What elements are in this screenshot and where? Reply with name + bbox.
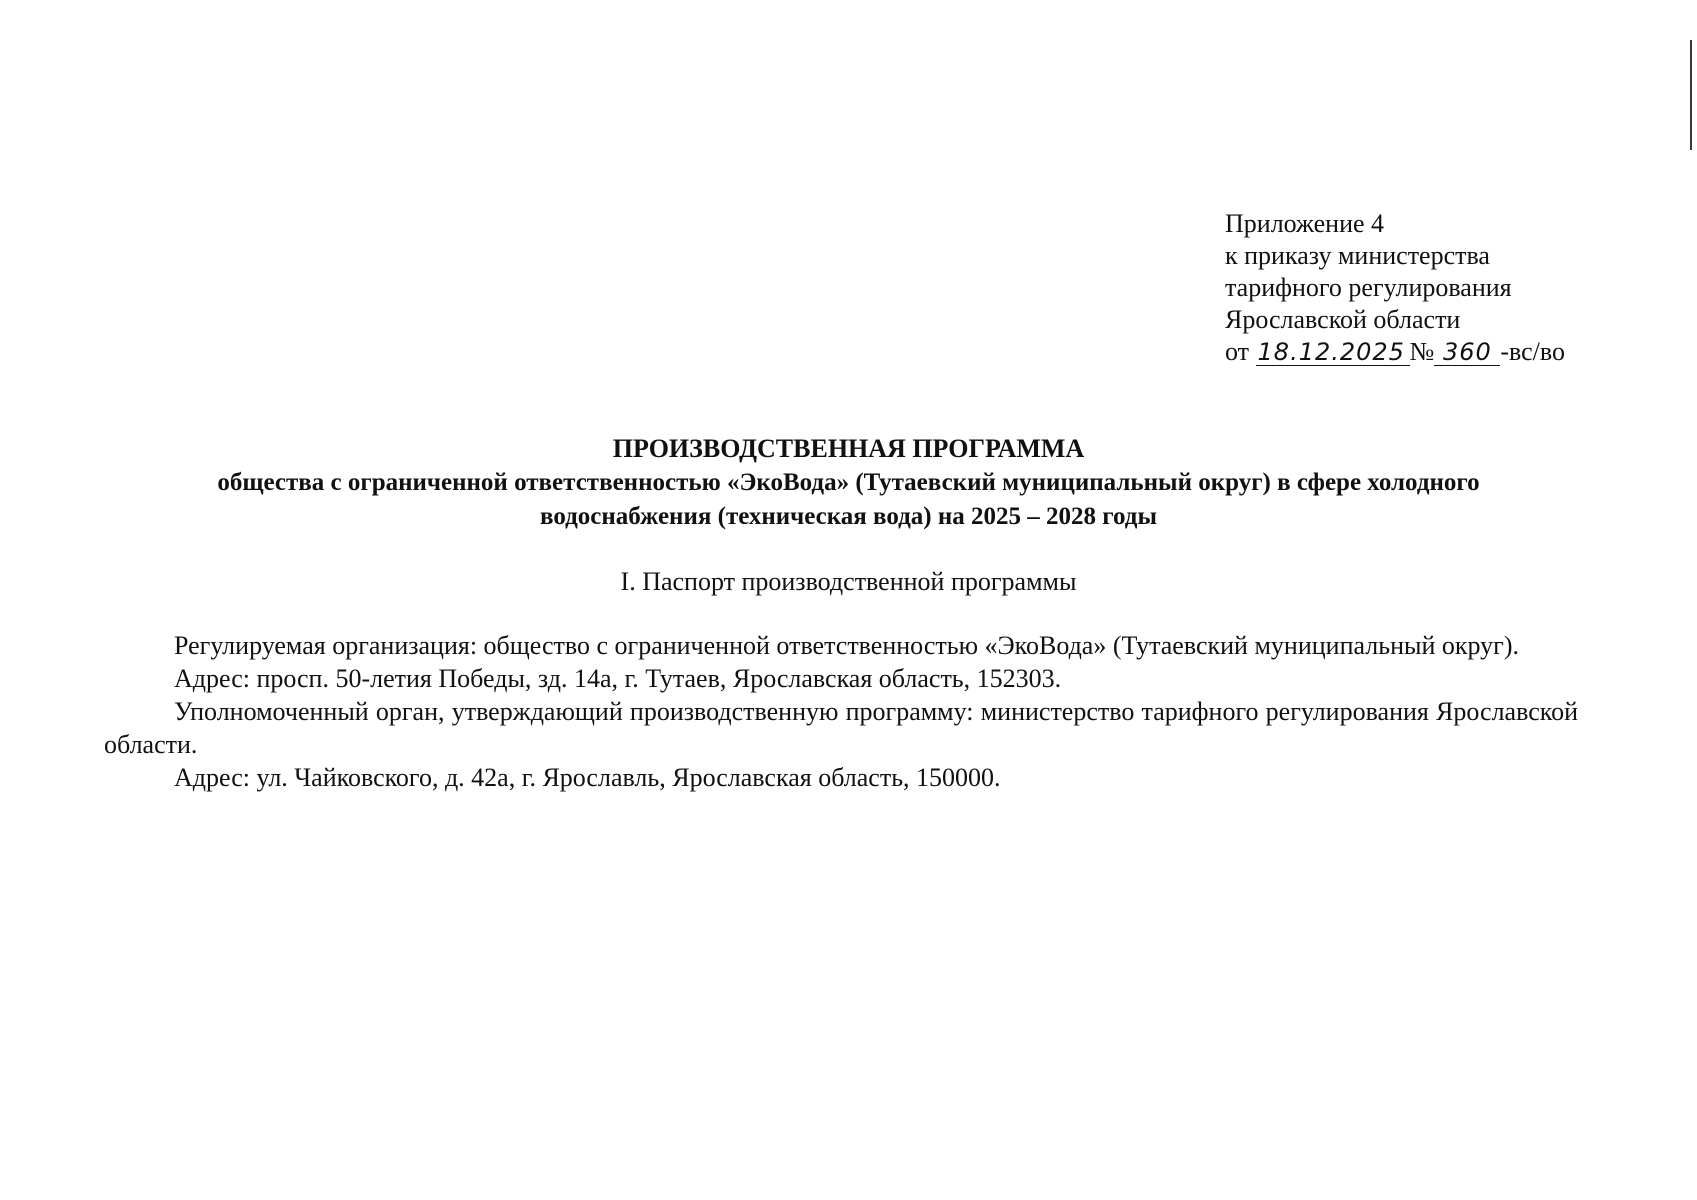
paragraph-regulated-organization: Регулируемая организация: общество с ограниченной ответственностью «ЭкоВода» (Тутаевский муниципальный округ). bbox=[174, 631, 1520, 660]
appendix-line-1: Приложение 4 bbox=[1225, 209, 1385, 238]
document-body bbox=[104, 629, 1578, 794]
paragraph-organization-address: Адрес: просп. 50-летия Победы, зд. 14а, г. Тутаев, Ярославская область, 152303. bbox=[174, 664, 1062, 693]
appendix-order-line bbox=[1225, 336, 1565, 368]
paragraph-authorized-body: Уполномоченный орган, утверждающий производственную программу: министерство тарифного регулирования Ярославской области. bbox=[104, 697, 1578, 759]
appendix-block bbox=[1225, 208, 1565, 368]
appendix-line-4: Ярославской области bbox=[1225, 305, 1461, 334]
appendix-line-2: к приказу министерства bbox=[1225, 241, 1490, 270]
order-number-sign: № bbox=[1409, 337, 1435, 366]
document-title: ПРОИЗВОДСТВЕННАЯ ПРОГРАММА bbox=[612, 434, 1085, 463]
order-from-prefix: от bbox=[1225, 337, 1250, 366]
order-number-suffix: -вс/во bbox=[1500, 337, 1565, 366]
scan-edge-line bbox=[1690, 40, 1692, 150]
paragraph-authorized-body-address: Адрес: ул. Чайковского, д. 42а, г. Ярославль, Ярославская область, 150000. bbox=[174, 763, 1001, 792]
document-subtitle-line-1: общества с ограниченной ответственностью «ЭкоВода» (Тутаевский муниципальный округ) в сфере холодного bbox=[217, 469, 1480, 496]
appendix-line-3: тарифного регулирования bbox=[1225, 273, 1512, 302]
order-number-handwritten: 360 bbox=[1434, 339, 1500, 366]
document-subtitle-line-2: водоснабжения (техническая вода) на 2025 – 2028 годы bbox=[540, 503, 1157, 530]
section-heading: I. Паспорт производственной программы bbox=[620, 567, 1077, 596]
order-date-handwritten: 18.12.2025 bbox=[1256, 339, 1410, 366]
